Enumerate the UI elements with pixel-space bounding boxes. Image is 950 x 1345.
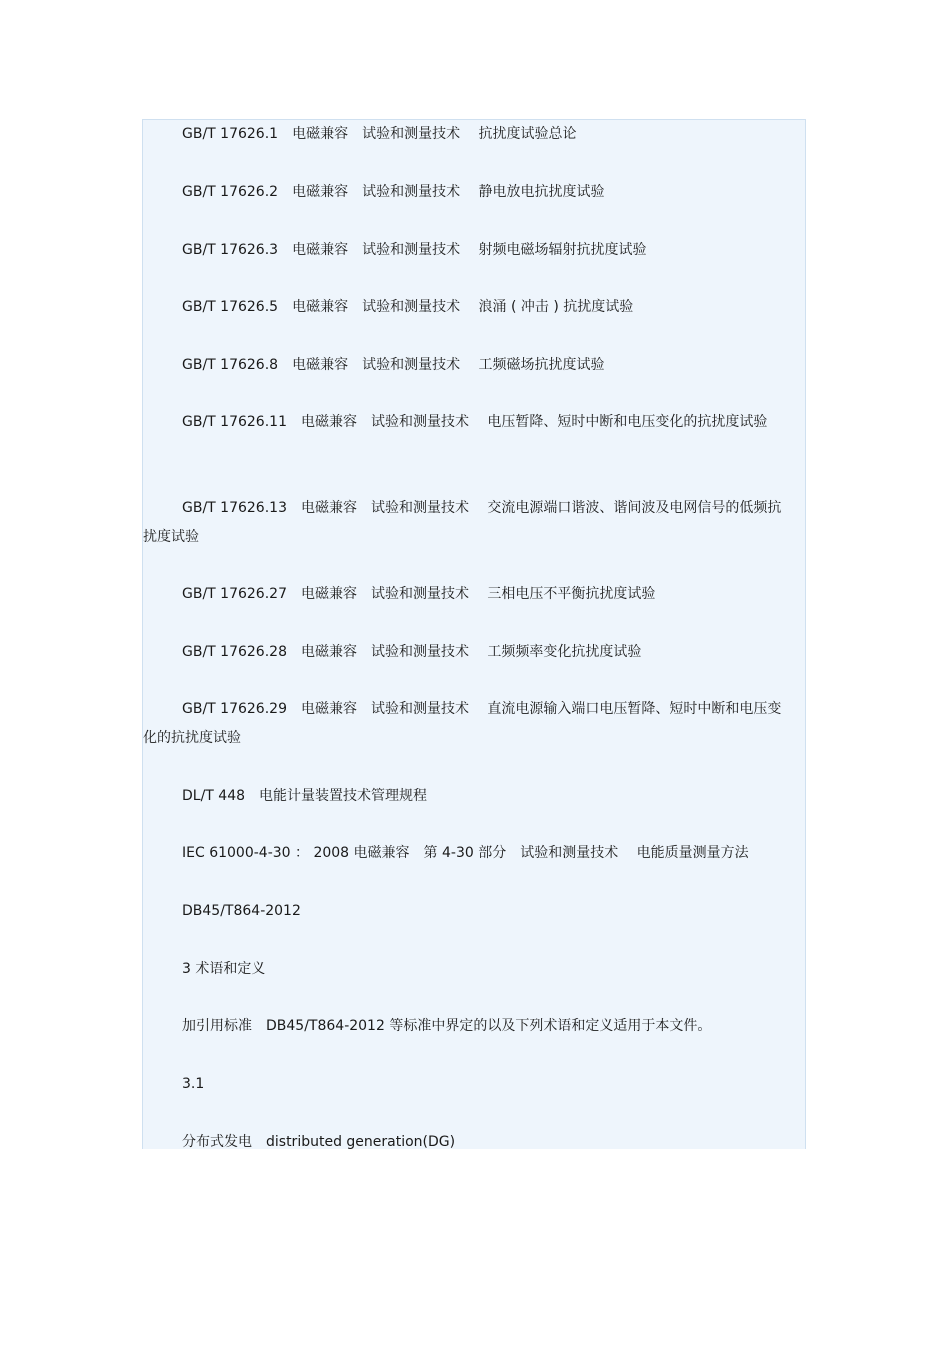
paragraph-ref-17626-11: GB/T 17626.11 电磁兼容 试验和测量技术 电压暂降、短时中断和电压变化的抗扰度试验 <box>182 414 768 430</box>
section-heading-terms: 3 术语和定义 <box>182 961 266 977</box>
paragraph-terms-intro: 加引用标准 DB45/T864-2012 等标准中界定的以及下列术语和定义适用于本文件。 <box>182 1018 712 1034</box>
paragraph-ref-iec-61000: IEC 61000-4-30 ： 2008 电磁兼容 第 4-30 部分 试验和测量技术 电能质量测量方法 <box>182 845 749 861</box>
clause-number-3-1: 3.1 <box>182 1076 205 1092</box>
paragraph-ref-17626-8: GB/T 17626.8 电磁兼容 试验和测量技术 工频磁场抗扰度试验 <box>182 357 605 373</box>
paragraph-ref-dlt-448: DL/T 448 电能计量装置技术管理规程 <box>182 788 428 804</box>
paragraph-ref-17626-1: GB/T 17626.1 电磁兼容 试验和测量技术 抗扰度试验总论 <box>182 126 577 142</box>
paragraph-ref-17626-28: GB/T 17626.28 电磁兼容 试验和测量技术 工频频率变化抗扰度试验 <box>182 644 642 660</box>
paragraph-ref-17626-13: GB/T 17626.13 电磁兼容 试验和测量技术 交流电源端口谐波、谐间波及电网信号的低频抗扰度试验 <box>143 500 782 545</box>
paragraph-ref-db45: DB45/T864-2012 <box>182 903 301 919</box>
document-content <box>142 119 806 1149</box>
paragraph-ref-17626-3: GB/T 17626.3 电磁兼容 试验和测量技术 射频电磁场辐射抗扰度试验 <box>182 242 647 258</box>
paragraph-ref-17626-27: GB/T 17626.27 电磁兼容 试验和测量技术 三相电压不平衡抗扰度试验 <box>182 586 656 602</box>
term-distributed-generation: 分布式发电 distributed generation(DG) <box>182 1134 456 1149</box>
paragraph-ref-17626-29: GB/T 17626.29 电磁兼容 试验和测量技术 直流电源输入端口电压暂降、短时中断和电压变化的抗扰度试验 <box>143 701 782 746</box>
paragraph-ref-17626-5: GB/T 17626.5 电磁兼容 试验和测量技术 浪涌 ( 冲击 ) 抗扰度试验 <box>182 299 634 315</box>
paragraph-ref-17626-2: GB/T 17626.2 电磁兼容 试验和测量技术 静电放电抗扰度试验 <box>182 184 605 200</box>
